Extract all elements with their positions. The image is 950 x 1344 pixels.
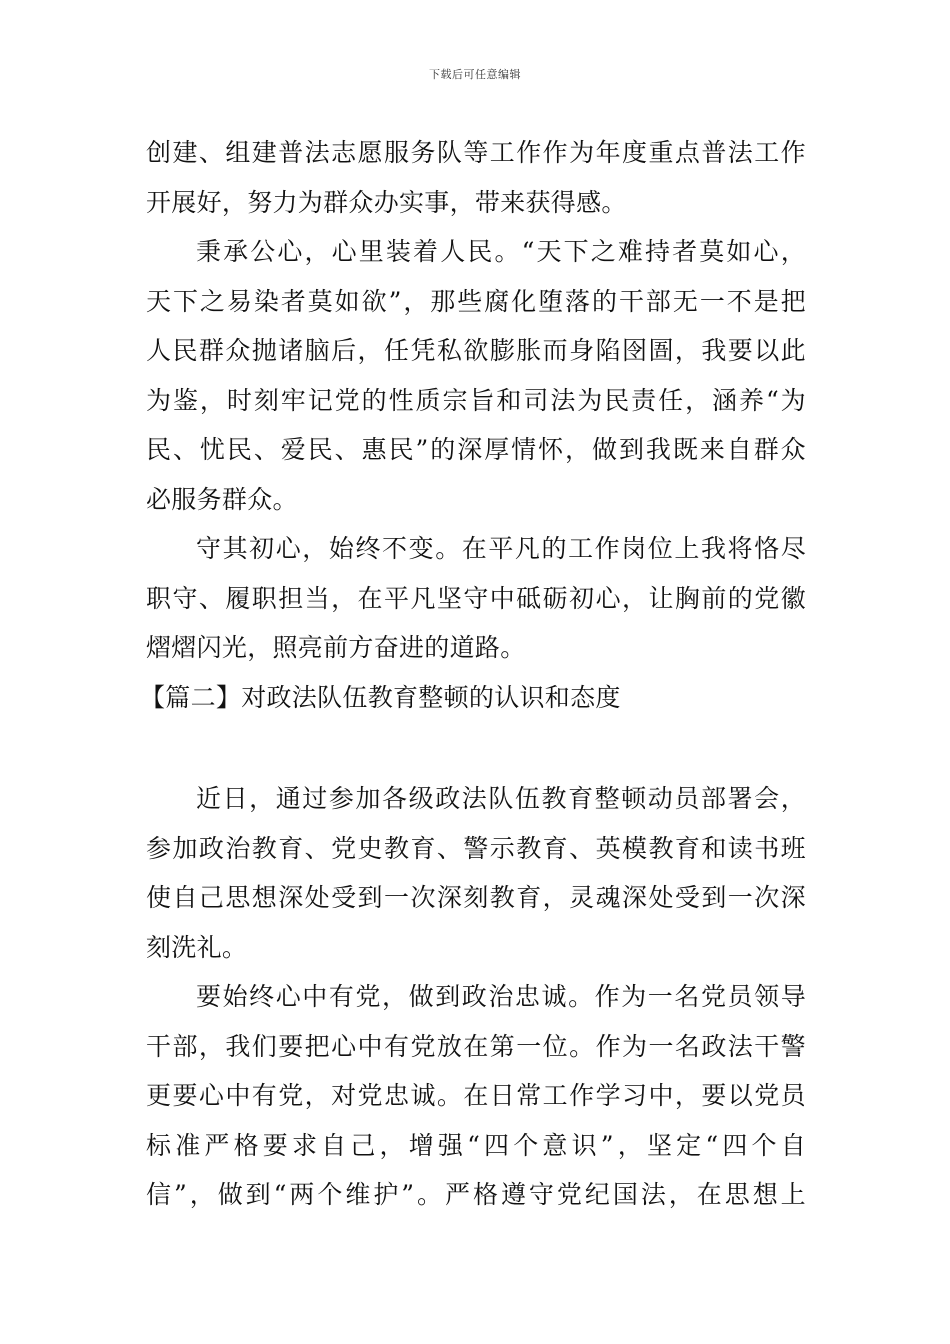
text-line: 刻洗礼。 — [146, 932, 248, 962]
document-body — [140, 128, 806, 1220]
text-line: 信”，做到“两个维护”。严格遵守党纪国法，在思想上 — [146, 1180, 806, 1209]
blank-gap — [146, 722, 806, 774]
text-line: 秉承公心，心里装着人民。“天下之难持者莫如心， — [196, 237, 806, 266]
text-line: 创建、组建普法志愿服务队等工作作为年度重点普法工作 — [146, 138, 806, 167]
text-line: 必服务群众。 — [146, 484, 298, 514]
text-line: 职守、履职担当，在平凡坚守中砥砺初心，让胸前的党徽 — [146, 583, 806, 613]
text-line: 人民群众抛诸脑后，任凭私欲膨胀而身陷囹圄，我要以此 — [146, 336, 806, 365]
text-line: 民、忧民、爱民、惠民”的深厚情怀，做到我既来自群众 — [146, 435, 806, 464]
section-heading: 【篇二】对政法队伍教育整顿的认识和态度 — [140, 682, 621, 712]
text-line: 为鉴，时刻牢记党的性质宗旨和司法为民责任，涵养“为 — [146, 385, 806, 415]
text-line: 干部，我们要把心中有党放在第一位。作为一名政法干警 — [146, 1031, 806, 1061]
text-line: 参加政治教育、党史教育、警示教育、英模教育和读书班 — [146, 833, 806, 863]
text-line: 更要心中有党，对党忠诚。在日常工作学习中，要以党员 — [146, 1081, 806, 1110]
text-line: 使自己思想深处受到一次深刻教育，灵魂深处受到一次深 — [146, 883, 806, 912]
text-line: 近日，通过参加各级政法队伍教育整顿动员部署会， — [196, 784, 806, 813]
text-line: 守其初心，始终不变。在平凡的工作岗位上我将恪尽 — [196, 534, 806, 563]
text-line: 标准严格要求自己，增强“四个意识”，坚定“四个自 — [146, 1130, 806, 1160]
text-line: 天下之易染者莫如欲”，那些腐化堕落的干部无一不是把 — [146, 286, 806, 316]
download-note: 下载后可任意编辑 — [429, 68, 521, 81]
text-line: 开展好，努力为群众办实事，带来获得感。 — [146, 187, 627, 217]
text-line: 熠熠闪光，照亮前方奋进的道路。 — [146, 633, 526, 662]
text-line: 要始终心中有党，做到政治忠诚。作为一名党员领导 — [196, 982, 806, 1011]
